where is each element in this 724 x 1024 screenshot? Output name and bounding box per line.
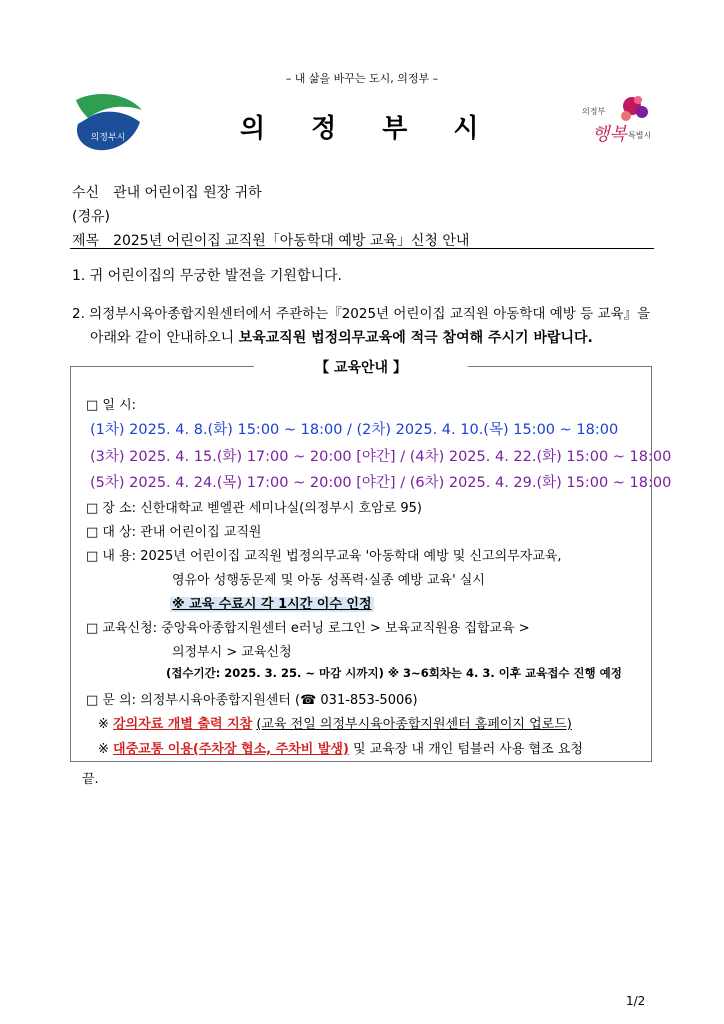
contact-label: □ 문 의: [86,693,137,708]
completion-note [170,593,374,612]
schedule-row-1: (1차) 2025. 4. 8.(화) 15:00 ~ 18:00 / (2차) 2025. 4. 10.(목) 15:00 ~ 18:00 [90,422,619,438]
note-1-emphasis: 강의자료 개별 출력 지참 [113,717,253,732]
recipient-label: 수신 [72,185,100,201]
end-mark: 끝. [82,772,99,787]
contact-value: 의정부시육아종합지원센터 (☎ 031-853-5006) [140,693,418,708]
date-label: □ 일 시: [86,398,137,413]
place-row [86,497,422,516]
happiness-city-logo [578,92,658,158]
target-row [86,521,261,540]
content-row [86,545,562,564]
note-2-detail: 및 교육장 내 개인 텀블러 사용 협조 요청 [353,742,583,757]
target-label: □ 대 상: [86,525,137,540]
content-value-1: 2025년 어린이집 교직원 법정의무교육 '아동학대 예방 및 신고의무자교육, [140,549,562,564]
paragraph-1: 1. 귀 어린이집의 무궁한 발전을 기원합니다. [72,268,342,284]
note-2-mark: ※ [98,742,109,757]
paragraph-2-line-1: 2. 의정부시육아종합지원센터에서 주관하는『2025년 어린이집 교직원 아동학대 예방 등 교육』을 [72,306,651,322]
note-1-mark: ※ [98,717,109,732]
schedule-row-3: (5차) 2025. 4. 24.(목) 17:00 ~ 20:00 [야간] / (6차) 2025. 4. 29.(화) 15:00 ~ 18:00 [90,475,672,491]
schedule-row-2: (3차) 2025. 4. 15.(화) 17:00 ~ 20:00 [야간] / (4차) 2025. 4. 22.(화) 15:00 ~ 18:00 [90,449,672,465]
left-logo-text: 의정부시 [90,133,126,143]
subject: 2025년 어린이집 교직원「아동학대 예방 교육」신청 안내 [113,233,470,249]
uijeongbu-city-logo [68,88,148,158]
page-number: 1/2 [626,994,646,1008]
paragraph-2-emphasis: 보육교직원 법정의무교육에 적극 참여해 주시기 바랍니다. [238,330,593,346]
note-1 [98,713,572,732]
recipient-line [72,182,262,202]
education-info-title: 【 교육안내 】 [254,357,468,377]
apply-value-2: 의정부시 > 교육신청 [172,645,292,660]
apply-value-1: 중앙육아종합지원센터 e러닝 로그인 > 보육교직원용 집합교육 > [161,621,530,636]
completion-note-text: ※ 교육 수료시 각 1시간 이수 인정 [172,597,372,612]
target-value: 관내 어린이집 교직원 [140,525,262,540]
place-label: □ 장 소: [86,501,137,516]
subject-label: 제목 [72,233,100,249]
subject-line [72,230,469,250]
svg-text:행복: 행복 [592,124,627,145]
content-value-2: 영유아 성행동문제 및 아동 성폭력·실종 예방 교육' 실시 [172,573,485,588]
via-line: (경유) [72,209,110,225]
slogan: – 내 삶을 바꾸는 도시, 의정부 – [285,72,439,85]
content-label: □ 내 용: [86,549,137,564]
org-title: 의정부시 [240,114,525,144]
paragraph-2-plain: 아래와 같이 안내하오니 [90,330,235,346]
svg-text:특별시: 특별시 [628,131,652,140]
place-value: 신한대학교 벧엘관 세미나실(의정부시 호암로 95) [140,501,423,516]
note-2 [98,738,583,757]
apply-label: □ 교육신청: [86,621,158,636]
note-2-emphasis: 대중교통 이용(주차장 협소, 주차비 발생) [113,742,349,757]
apply-period: (접수기간: 2025. 3. 25. ~ 마감 시까지) ※ 3~6회차는 4. 3. 이후 교육접수 진행 예정 [166,666,622,680]
header-divider [70,248,654,249]
apply-row [86,617,530,636]
note-1-detail: (교육 전일 의정부시육아종합지원센터 홈페이지 업로드) [256,717,572,732]
contact-row [86,689,418,708]
svg-text:의정부: 의정부 [582,107,606,116]
paragraph-2-line-2 [90,327,593,347]
recipient: 관내 어린이집 원장 귀하 [113,185,262,201]
